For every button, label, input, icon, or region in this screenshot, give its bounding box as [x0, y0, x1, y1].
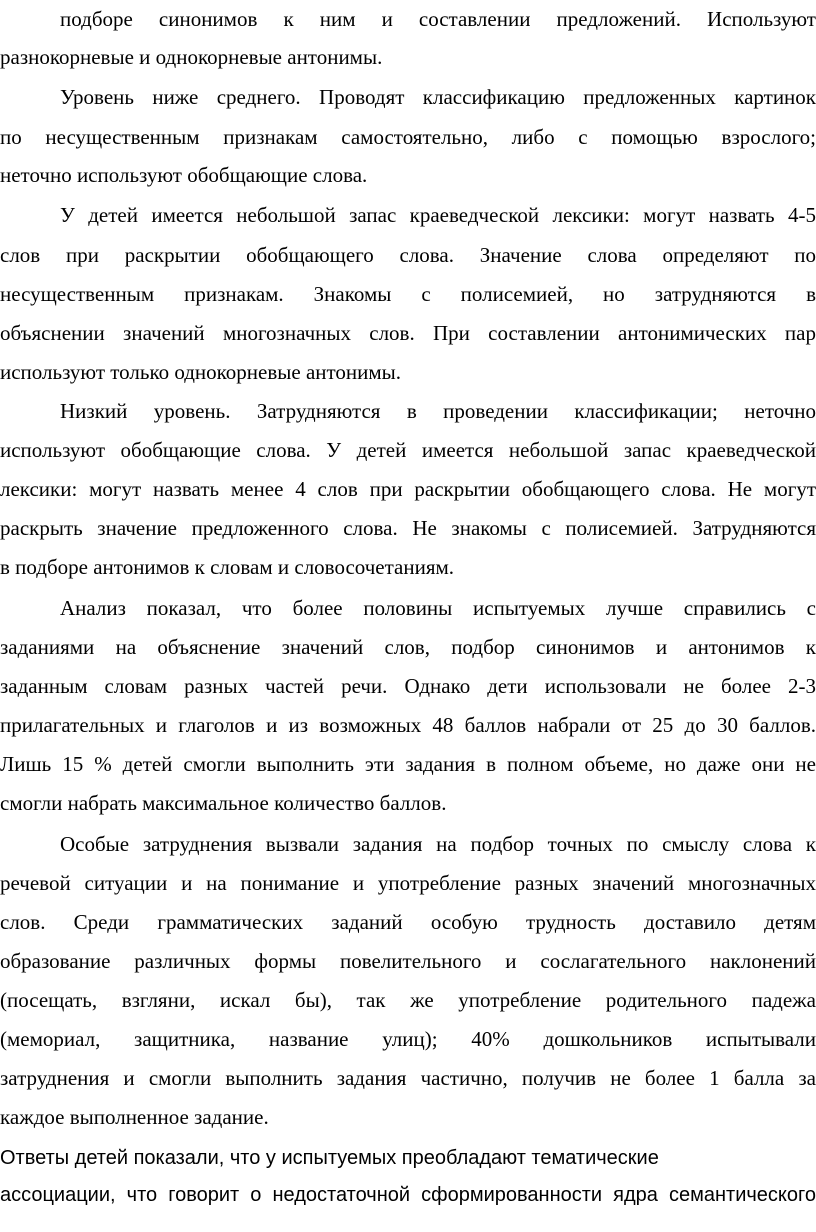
paragraph-line: каждое выполненное задание. — [0, 1105, 269, 1129]
paragraph-line: заданиями на объяснение значений слов, подбор синонимов и антонимов к — [0, 635, 816, 659]
paragraph-line: Уровень ниже среднего. Проводят классификацию предложенных картинок — [60, 85, 816, 109]
paragraph-line: неточно используют обобщающие слова. — [0, 163, 368, 187]
paragraph-line: Особые затруднения вызвали задания на подбор точных по смыслу слова к — [60, 832, 816, 856]
paragraph-line: слов при раскрытии обобщающего слова. Значение слова определяют по — [0, 243, 816, 267]
paragraph-line: ассоциации, что говорит о недостаточной сформированности ядра семантического — [0, 1184, 816, 1206]
paragraph-line: Анализ показал, что более половины испытуемых лучше справились с — [60, 596, 816, 620]
paragraph-line: (мемориал, защитника, название улиц); 40% дошкольников испытывали — [0, 1027, 816, 1051]
paragraph-line: используют только однокорневые антонимы. — [0, 360, 402, 384]
paragraph-line: затруднения и смогли выполнить задания частично, получив не более 1 балла за — [0, 1066, 816, 1090]
paragraph-line: объяснении значений многозначных слов. При составлении антонимических пар — [0, 321, 816, 345]
paragraph-line: Лишь 15 % детей смогли выполнить эти задания в полном объеме, но даже они не — [0, 752, 816, 776]
paragraph-line: образование различных формы повелительного и сослагательного наклонений — [0, 949, 816, 973]
paragraph-line: Низкий уровень. Затрудняются в проведении классификации; неточно — [60, 399, 816, 423]
paragraph-line: лексики: могут назвать менее 4 слов при раскрытии обобщающего слова. Не могут — [0, 477, 816, 501]
paragraph-line: несущественным признакам. Знакомы с полисемией, но затрудняются в — [0, 282, 816, 306]
paragraph-line: смогли набрать максимальное количество баллов. — [0, 791, 447, 815]
paragraph-line: (посещать, взгляни, искал бы), так же употребление родительного падежа — [0, 988, 816, 1012]
paragraph-line: Ответы детей показали, что у испытуемых преобладают тематические — [0, 1147, 659, 1169]
paragraph-line: используют обобщающие слова. У детей имеется небольшой запас краеведческой — [0, 438, 816, 462]
paragraph-line: прилагательных и глаголов и из возможных 48 баллов набрали от 25 до 30 баллов. — [0, 713, 816, 737]
paragraph-line: У детей имеется небольшой запас краеведческой лексики: могут назвать 4-5 — [60, 203, 816, 227]
paragraph-line: речевой ситуации и на понимание и употребление разных значений многозначных — [0, 871, 816, 895]
paragraph-line: слов. Среди грамматических заданий особую трудность доставило детям — [0, 910, 816, 934]
paragraph-line: подборе синонимов к ним и составлении предложений. Используют — [60, 7, 816, 31]
paragraph-line: в подборе антонимов к словам и словосочетаниям. — [0, 555, 455, 579]
paragraph-line: раскрыть значение предложенного слова. Не знакомы с полисемией. Затрудняются — [0, 516, 816, 540]
paragraph-line: разнокорневые и однокорневые антонимы. — [0, 45, 383, 69]
paragraph-line: заданным словам разных частей речи. Однако дети использовали не более 2-3 — [0, 674, 816, 698]
paragraph-line: по несущественным признакам самостоятельно, либо с помощью взрослого; — [0, 125, 816, 149]
